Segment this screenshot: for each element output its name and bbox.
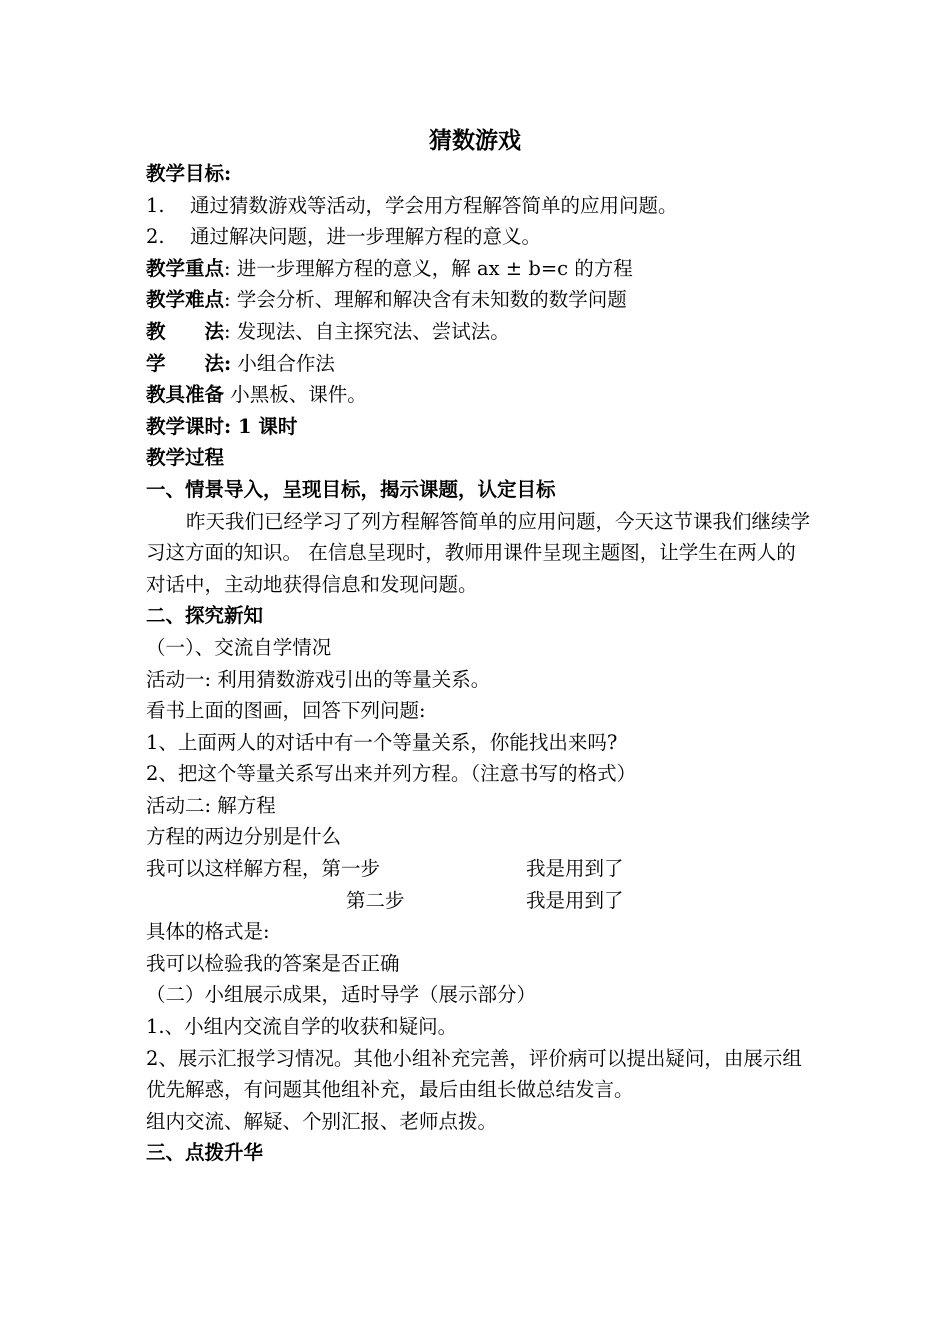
format-line: 具体的格式是: (146, 920, 270, 944)
section2-heading: 二、探究新知 (146, 604, 264, 628)
objective-item-1 (146, 190, 811, 222)
difficulty-text: : 学会分析、理解和解决含有未知数的数学问题 (224, 288, 627, 312)
objective-text-2: 通过解决问题，进一步理解方程的意义。 (190, 225, 542, 249)
hours-line: 教学课时: 1 课时 (146, 414, 298, 438)
teaching-method-label: 教 法 (146, 319, 225, 343)
aids-label: 教具准备 (146, 383, 225, 407)
document-title: 猜数游戏 (429, 127, 521, 154)
question-2: 2、把这个等量关系写出来并列方程。（注意书写的格式） (146, 762, 637, 786)
objective-item-2 (146, 221, 811, 253)
key-point-label: 教学重点 (146, 256, 225, 280)
objectives-heading: 教学目标: (146, 162, 232, 185)
activity1-line: 活动一: 利用猜数游戏引出的等量关系。 (146, 667, 491, 691)
document-body (146, 158, 811, 1169)
difficulty-label: 教学难点 (146, 288, 225, 312)
step-row-1 (146, 853, 811, 885)
question-1: 1、上面两人的对话中有一个等量关系，你能找出来吗? (146, 730, 618, 754)
key-point-line (146, 253, 811, 285)
key-point-text: : 进一步理解方程的意义，解 ax ± b=c 的方程 (224, 256, 633, 280)
instruction-line: 看书上面的图画，回答下列问题: (146, 699, 426, 723)
step-row-1-b: 我是用到了 (526, 857, 624, 881)
exhibit-point-3: 组内交流、解疑、个别汇报、老师点拨。 (146, 1109, 498, 1133)
aids-line (146, 379, 811, 411)
learning-method-text: 小组合作法 (231, 351, 335, 375)
exhibit-point-2: 2、展示汇报学习情况。其他小组补充完善，评价病可以提出疑问，由展示组优先解惑，有问题其他组补充，最后由组长做总结发言。 (146, 1046, 802, 1102)
teaching-method-line (146, 316, 811, 348)
step-row-2 (146, 885, 811, 917)
objective-num-1: 1. (146, 193, 165, 217)
step-row-2-b: 我是用到了 (526, 888, 624, 912)
teaching-method-text: : 发现法、自主探究法、尝试法。 (224, 319, 510, 343)
objective-num-2: 2. (146, 225, 165, 249)
process-heading: 教学过程 (146, 446, 225, 470)
section1-heading: 一、情景导入，呈现目标，揭示课题，认定目标 (146, 477, 556, 501)
check-line: 我可以检验我的答案是否正确 (146, 951, 400, 975)
section3-heading: 三、点拨升华 (146, 1141, 264, 1165)
learning-method-label: 学 法: (146, 351, 232, 375)
section1-paragraph: 昨天我们已经学习了列方程解答简单的应用问题，今天这节课我们继续学习这方面的知识。 在信息呈现时，教师用课件呈现主题图，让学生在两人的对话中，主动地获得信息和发现问题。 (146, 509, 811, 596)
difficulty-line (146, 284, 811, 316)
exhibit-point-1: 1.、小组内交流自学的收获和疑问。 (146, 1015, 458, 1039)
step-row-2-a: 第二步 (346, 888, 405, 912)
section2-sub1: （一）、交流自学情况 (146, 635, 332, 659)
objective-text-1: 通过猜数游戏等活动，学会用方程解答简单的应用问题。 (190, 193, 678, 217)
aids-text: 小黑板、课件。 (224, 383, 367, 407)
step-row-1-a: 我可以这样解方程，第一步 (146, 857, 381, 881)
sides-line: 方程的两边分别是什么 (146, 825, 342, 849)
activity2-line: 活动二: 解方程 (146, 793, 276, 817)
learning-method-line (146, 348, 811, 380)
section2-sub2: （二）小组展示成果，适时导学（展示部分） (146, 983, 537, 1007)
